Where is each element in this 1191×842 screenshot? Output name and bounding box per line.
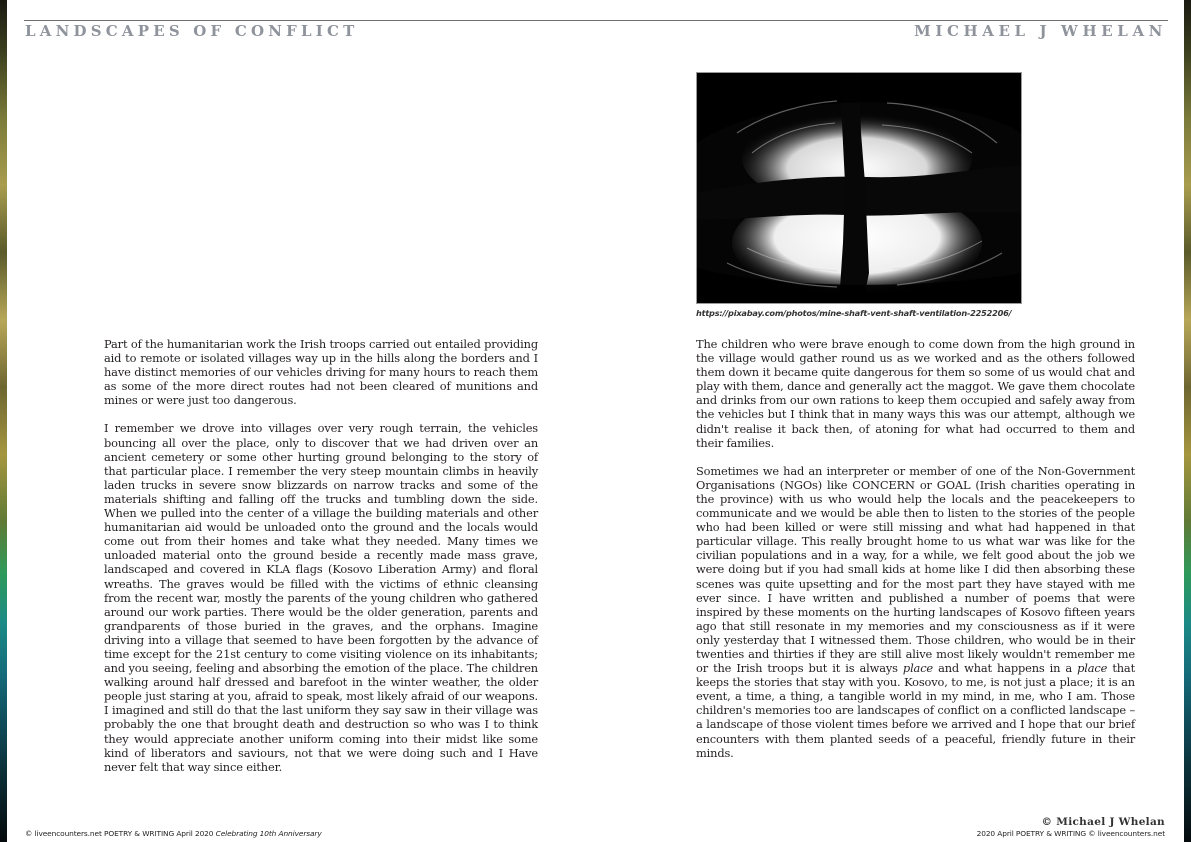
emphasis-place: place bbox=[1077, 661, 1108, 676]
decorative-border-right bbox=[1184, 0, 1191, 842]
footer-publication: © liveencounters.net POETRY & WRITING April 2020 bbox=[25, 829, 216, 838]
mine-shaft-photo bbox=[696, 72, 1022, 304]
footer-right-publication: 2020 April POETRY & WRITING © liveencounters.net bbox=[976, 829, 1165, 838]
footer-anniversary: Celebrating 10th Anniversary bbox=[215, 829, 322, 838]
emphasis-place: place bbox=[902, 661, 934, 676]
photo-illustration bbox=[697, 73, 1021, 303]
paragraph: I remember we drove into villages over very rough terrain, the vehicles bouncing all over the place, only to discover that we had driven over an ancient cemetery or some other hurting ground belonging to the story of that particular place. I remember the very steep mountain climbs in heavily laden trucks in severe snow blizzards on narrow tracks and some of the materials shifting and falling off the trucks and tumbling down the side. When we pulled into the center of a village the building materials and other humanitarian aid would be unloaded onto the ground and the locals would come out from their homes and take what they needed. Many times we unloaded material onto the ground beside a recently made mass grave, landscaped and covered in KLA flags (Kosovo Liberation Army) and floral wreaths. The graves would be filled with the victims of ethnic cleansing from the recent war, mostly the parents of the young children who gathered around our work parties. There would be the older generation, parents and grandparents of those buried in the graves, and the orphans. Imagine driving into a village that seemed to have been forgotten by the advance of time except for the 21st century to come visiting violence on its inhabitants; and you seeing, feeling and absorbing the emotion of the place. The children walking around half dressed and barefoot in the winter weather, the older people just staring at you, afraid to speak, most likely afraid of our weapons. I imagined and still do that the last uniform they say saw in their village was probably the one that brought death and destruction so who was I to think they would appreciate another uniform coming into their midst like some kind of liberators and saviours, not that we were doing such and I Have never felt that way since either. bbox=[104, 421, 538, 774]
section-title: LANDSCAPES OF CONFLICT bbox=[25, 22, 359, 40]
header-divider bbox=[24, 20, 1168, 21]
text-segment: and what happens in a bbox=[933, 661, 1078, 676]
decorative-border-left bbox=[0, 0, 7, 842]
right-text-column bbox=[696, 337, 1135, 774]
paragraph: The children who were brave enough to come down from the high ground in the village would gather round us as we worked and as the others followed them down it became quite dangerous for them so some of us would chat and play with them, dance and generally act the maggot. We gave them chocolate and drinks from our own rations to keep them occupied and safely away from the vehicles but I think that in many ways this was our attempt, although we didn't realise it back then, of atoning for what had occurred to them and their families. bbox=[696, 337, 1135, 450]
footer-left bbox=[25, 829, 322, 838]
paragraph bbox=[696, 464, 1135, 760]
left-text-column bbox=[104, 337, 538, 788]
photo-caption-source-link[interactable]: https://pixabay.com/photos/mine-shaft-vent-shaft-ventilation-2252206/ bbox=[696, 308, 1012, 318]
text-segment: that keeps the stories that stay with you. Kosovo, to me, is not just a place; it is an event, a time, a thing, a tangible world in my mind, in me, who I am. Those children's memories too are landscapes of conflict on a conflicted landscape – a landscape of those violent times before we arrived and I hope that our brief encounters with them planted seeds of a peaceful, friendly future in their minds. bbox=[696, 661, 1135, 760]
text-segment: Sometimes we had an interpreter or member of one of the Non-Government Organisations (NGOs) like CONCERN or GOAL (Irish charities operating in the province) with us who would help the locals and the peacekeepers to communicate and we would be able then to listen to the stories of the people who had been killed or were still missing and what had happened in that particular village. This really brought home to us what war was like for the civilian populations and in a way, for a while, we felt good about the job we were doing but if you had small kids at home like I did then absorbing these scenes was quite upsetting and for the most part they have stayed with me ever since. I have written and published a number of poems that were inspired by these moments on the hurting landscapes of Kosovo fifteen years ago that still resonate in my memories and my consciousness as if it were only yesterday that I witnessed them. Those children, who would be in their twenties and thirties if they are still alive most likely wouldn't remember me or the Irish troops but it is always bbox=[696, 463, 1135, 676]
footer-copyright-author: © Michael J Whelan bbox=[1041, 816, 1165, 828]
paragraph: Part of the humanitarian work the Irish troops carried out entailed providing aid to remote or isolated villages way up in the hills along the borders and I have distinct memories of our vehicles driving for many hours to reach them as some of the more direct routes had not been cleared of munitions and mines or were just too dangerous. bbox=[104, 337, 538, 408]
author-name: MICHAEL J WHELAN bbox=[914, 22, 1167, 40]
